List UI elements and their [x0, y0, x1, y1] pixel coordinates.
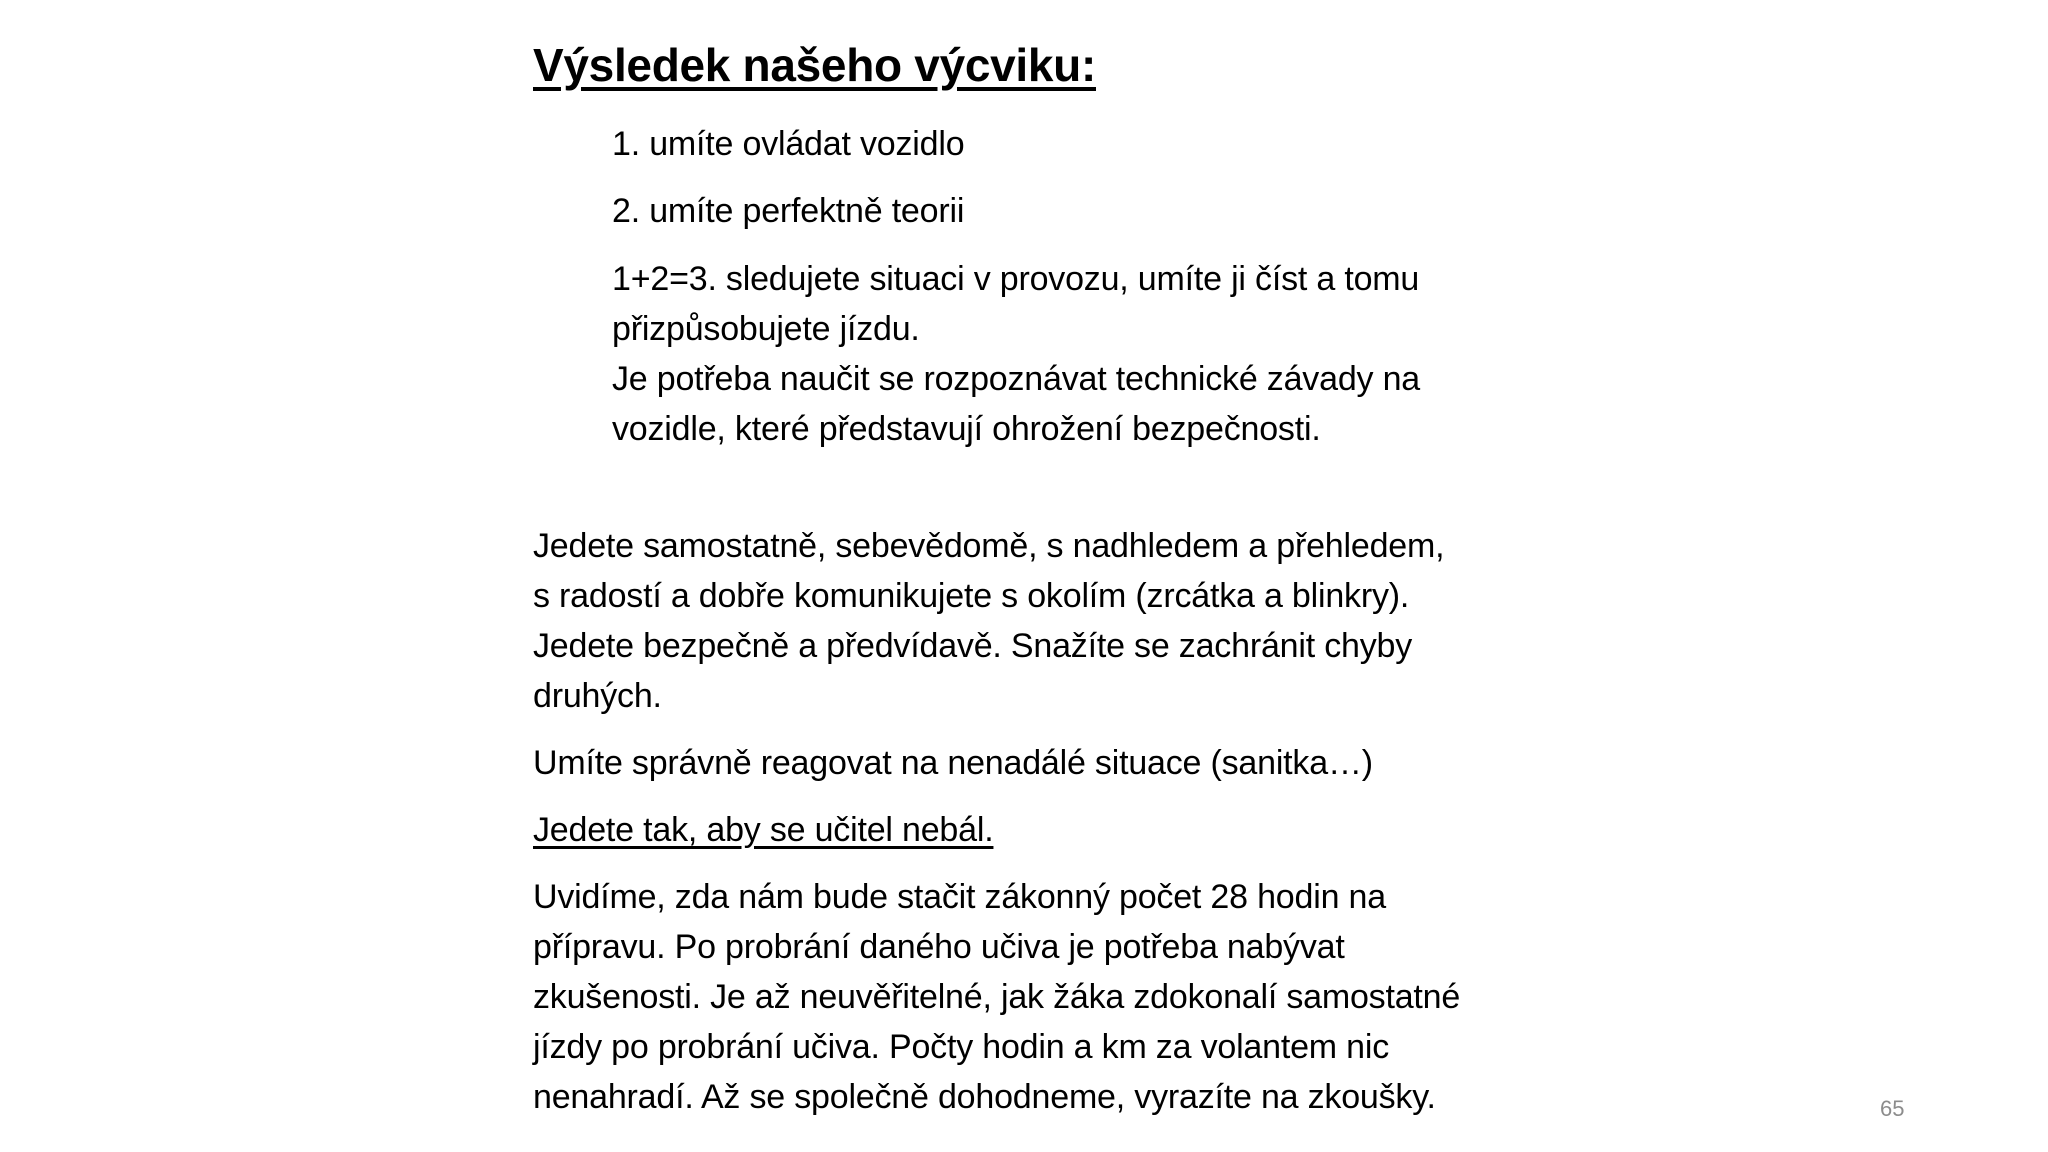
paragraph-4-line-5: nenahradí. Až se společně dohodneme, vyrazíte na zkoušky. [533, 1078, 1436, 1116]
paragraph-1-line-2: s radostí a dobře komunikujete s okolím (zrcátka a blinkry). [533, 577, 1410, 615]
list-item-1: 1. umíte ovládat vozidlo [612, 125, 965, 163]
list-item-3-line-4: vozidle, které představují ohrožení bezpečnosti. [612, 410, 1321, 448]
paragraph-3: Jedete tak, aby se učitel nebál. [533, 811, 994, 849]
paragraph-4-line-3: zkušenosti. Je až neuvěřitelné, jak žáka zdokonalí samostatné [533, 978, 1461, 1016]
paragraph-4-line-4: jízdy po probrání učiva. Počty hodin a km za volantem nic [533, 1028, 1390, 1066]
page-number: 65 [1880, 1096, 1905, 1121]
list-item-3-line-3: Je potřeba naučit se rozpoznávat technické závady na [612, 360, 1420, 398]
slide-title: Výsledek našeho výcviku: [533, 39, 1096, 91]
list-item-3-line-1: 1+2=3. sledujete situaci v provozu, umíte ji číst a tomu [612, 260, 1420, 298]
paragraph-4-line-1: Uvidíme, zda nám bude stačit zákonný počet 28 hodin na [533, 878, 1386, 916]
list-item-2: 2. umíte perfektně teorii [612, 192, 965, 230]
paragraph-4-line-2: přípravu. Po probrání daného učiva je potřeba nabývat [533, 928, 1345, 966]
paragraph-1-line-3: Jedete bezpečně a předvídavě. Snažíte se zachránit chyby [533, 627, 1413, 665]
paragraph-1-line-1: Jedete samostatně, sebevědomě, s nadhledem a přehledem, [533, 527, 1445, 565]
paragraph-1-line-4: druhých. [533, 677, 662, 715]
list-item-3-line-2: přizpůsobujete jízdu. [612, 310, 920, 348]
paragraph-2: Umíte správně reagovat na nenadálé situace (sanitka…) [533, 744, 1373, 782]
